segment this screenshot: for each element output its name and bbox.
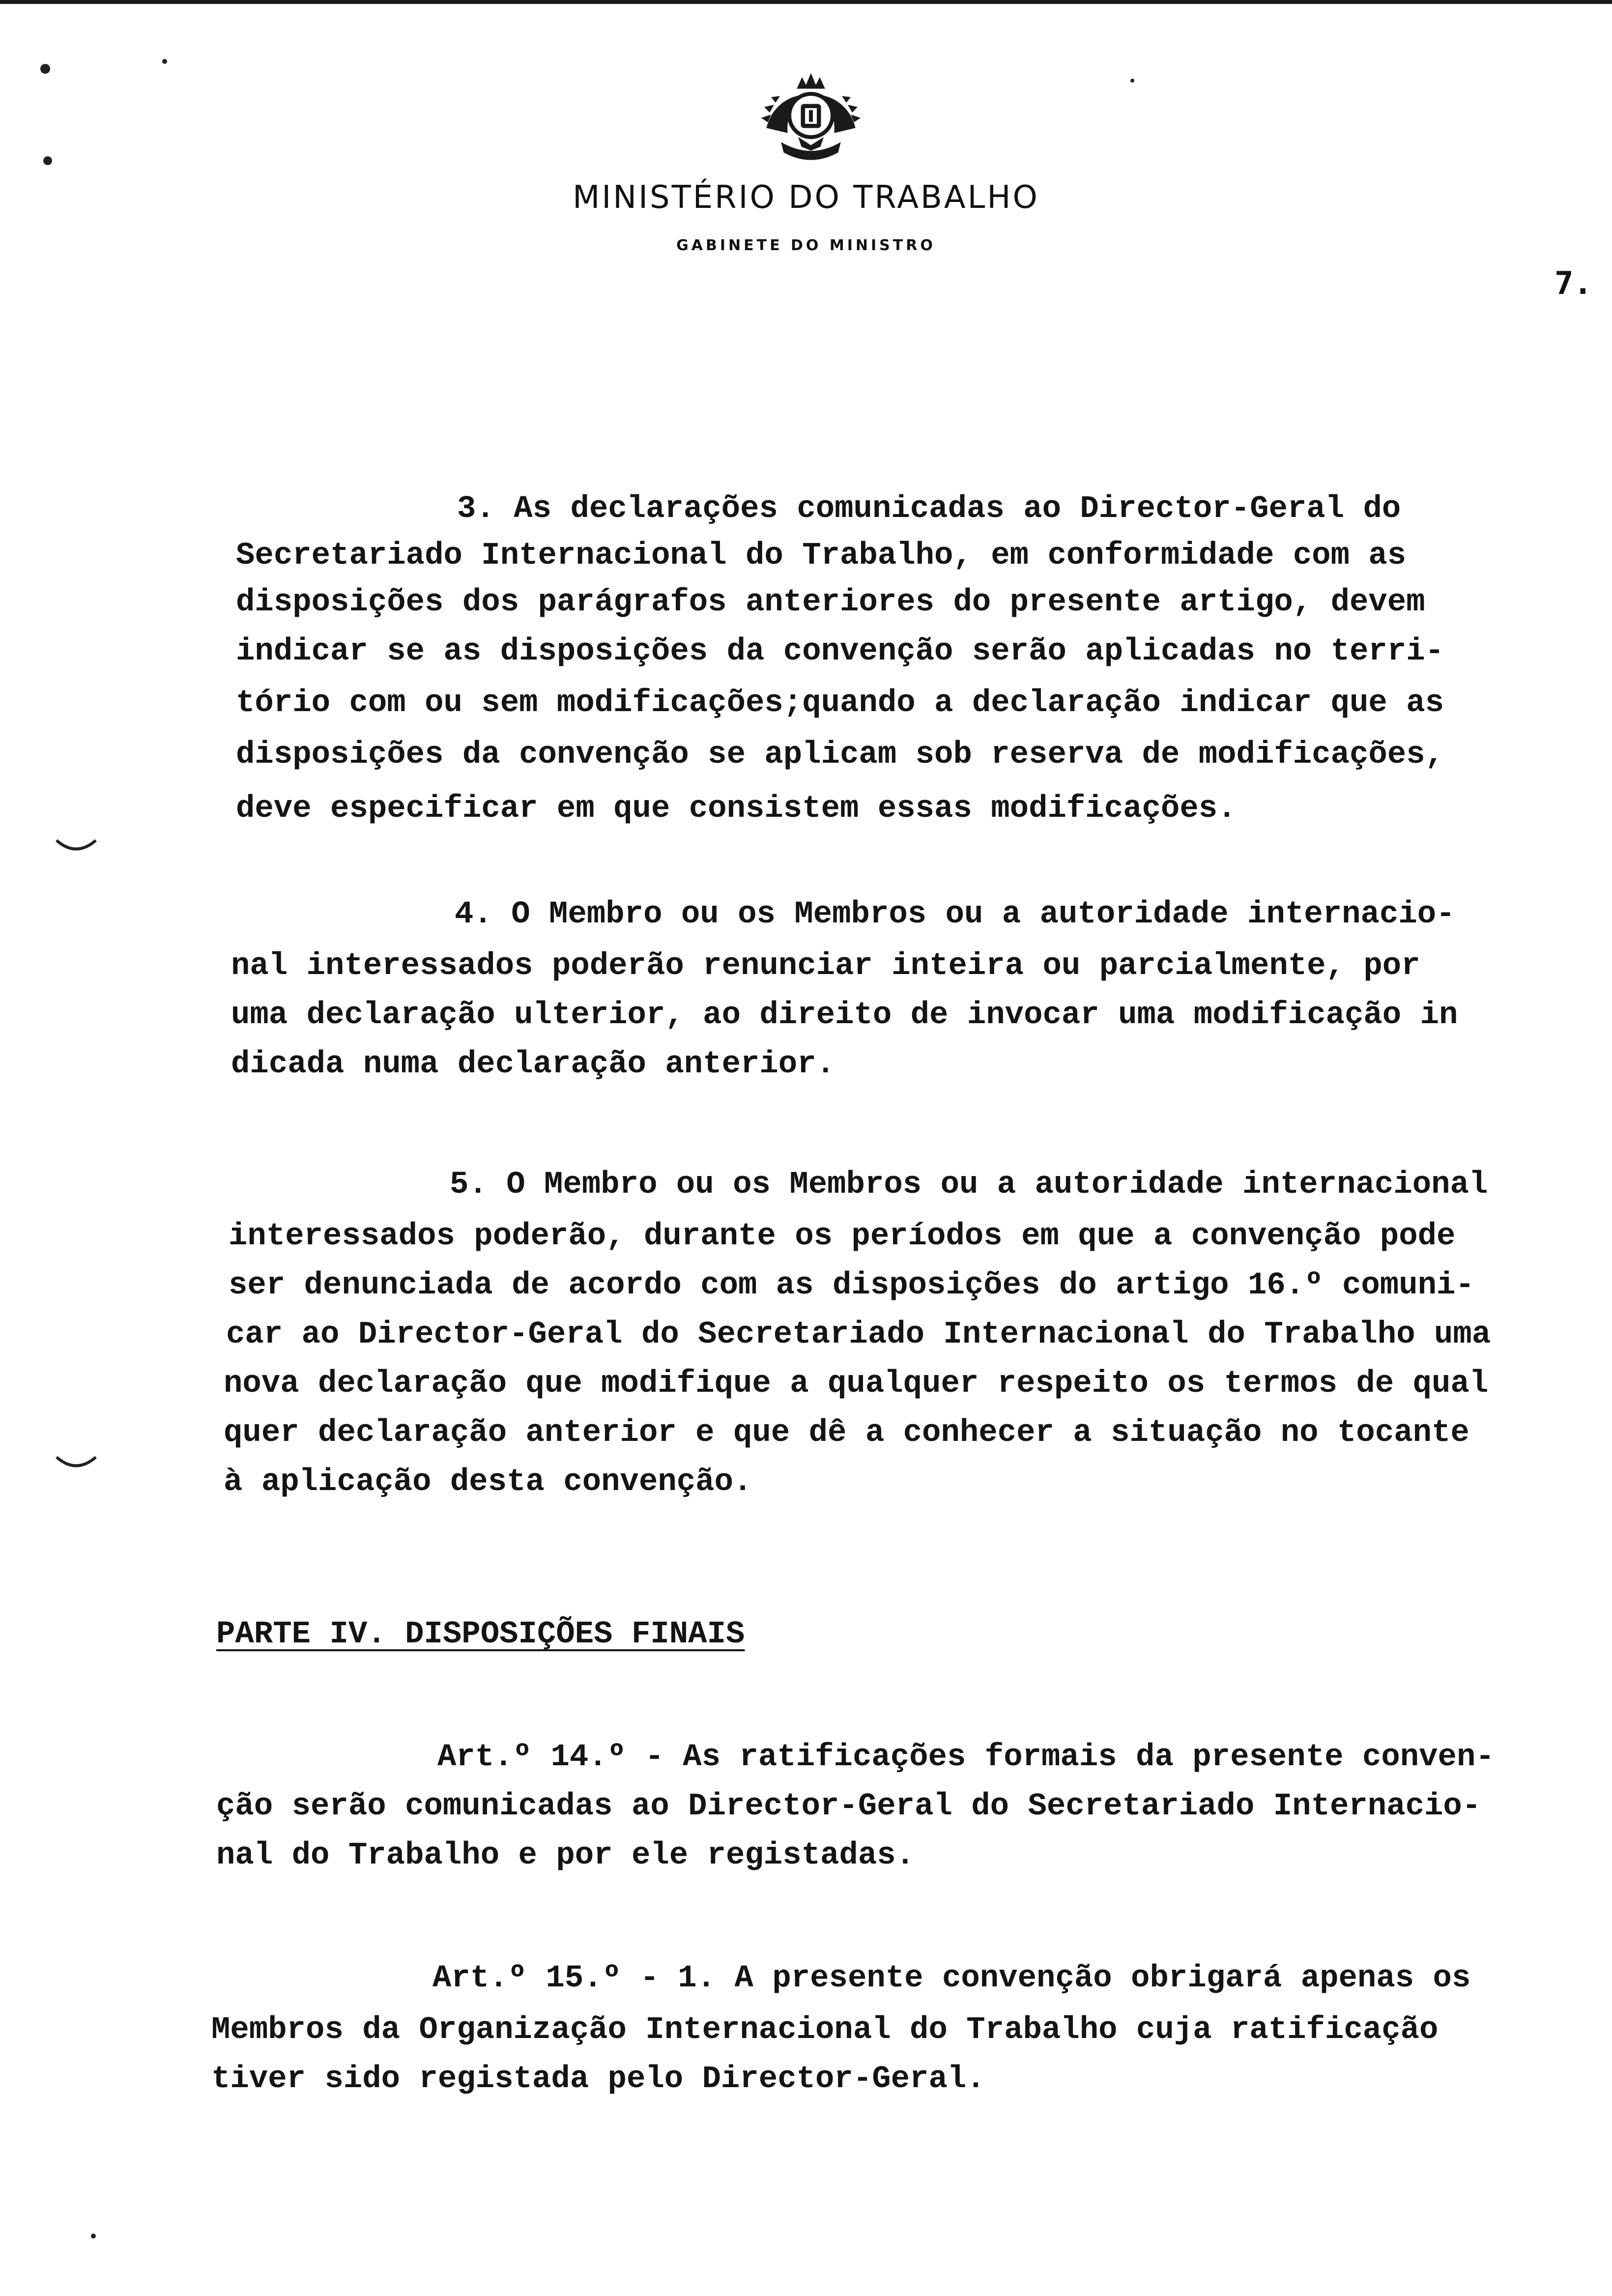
paragraph-5-line-6: quer declaração anterior e que dê a conhecer a situação no tocante — [224, 1415, 1469, 1451]
scan-speck — [40, 64, 50, 74]
article-14-line-1: Art.º 14.º - As ratificações formais da presente conven- — [437, 1740, 1495, 1775]
paragraph-3-line-3: disposições dos parágrafos anteriores do presente artigo, devem — [236, 585, 1425, 620]
scan-border-line — [0, 0, 1612, 4]
article-14-line-3: nal do Trabalho e por ele registadas. — [216, 1838, 915, 1873]
article-14-line-2: ção serão comunicadas ao Director-Geral do Secretariado Internacio- — [216, 1789, 1481, 1824]
paragraph-5-line-7: à aplicação desta convenção. — [224, 1464, 752, 1500]
paragraph-4-line-3: uma declaração ulterior, ao direito de invocar uma modificação in — [231, 998, 1458, 1033]
paragraph-5-line-1: 5. O Membro ou os Membros ou a autoridade internacional — [450, 1167, 1488, 1203]
paragraph-4-line-4: dicada numa declaração anterior. — [231, 1047, 835, 1082]
margin-hole-mark — [54, 835, 98, 860]
paragraph-3-line-4: indicar se as disposições da convenção serão aplicadas no terri- — [236, 634, 1444, 669]
scan-speck — [91, 2234, 96, 2239]
coat-of-arms-emblem — [752, 69, 870, 167]
scan-speck — [43, 156, 52, 165]
paragraph-5-line-5: nova declaração que modifique a qualquer respeito os termos de qual — [224, 1366, 1489, 1402]
margin-hole-mark — [54, 1452, 98, 1477]
section-heading: PARTE IV. DISPOSIÇÕES FINAIS — [216, 1617, 745, 1652]
paragraph-5-line-4: car ao Director-Geral do Secretariado Internacional do Trabalho uma — [226, 1317, 1491, 1352]
paragraph-3-line-5: tório com ou sem modificações;quando a declaração indicar que as — [236, 686, 1444, 721]
scan-speck — [1130, 79, 1134, 83]
paragraph-4-line-1: 4. O Membro ou os Membros ou a autoridade internacio- — [455, 897, 1455, 932]
page-number: 7. — [1554, 265, 1592, 302]
cabinet-subtitle: GABINETE DO MINISTRO — [676, 237, 936, 254]
paragraph-3-line-7: deve especificar em que consistem essas modificações. — [236, 791, 1237, 827]
article-15-line-3: tiver sido registada pelo Director-Geral. — [211, 2062, 985, 2097]
paragraph-4-line-2: nal interessados poderão renunciar inteira ou parcialmente, por — [231, 948, 1420, 984]
ministry-title: MINISTÉRIO DO TRABALHO — [573, 179, 1039, 216]
article-15-line-1: Art.º 15.º - 1. A presente convenção obrigará apenas os — [432, 1961, 1471, 1996]
paragraph-3-line-1: 3. As declarações comunicadas ao Director-Geral do — [457, 491, 1401, 527]
scan-speck — [162, 59, 167, 64]
article-15-line-2: Membros da Organização Internacional do Trabalho cuja ratificação — [211, 2012, 1439, 2048]
paragraph-3-line-6: disposições da convenção se aplicam sob reserva de modificações, — [236, 737, 1444, 773]
paragraph-5-line-2: interessados poderão, durante os períodos em que a convenção pode — [229, 1219, 1456, 1254]
paragraph-5-line-3: ser denunciada de acordo com as disposições do artigo 16.º comuni- — [229, 1268, 1474, 1303]
paragraph-3-line-2: Secretariado Internacional do Trabalho, em conformidade com as — [236, 538, 1407, 574]
